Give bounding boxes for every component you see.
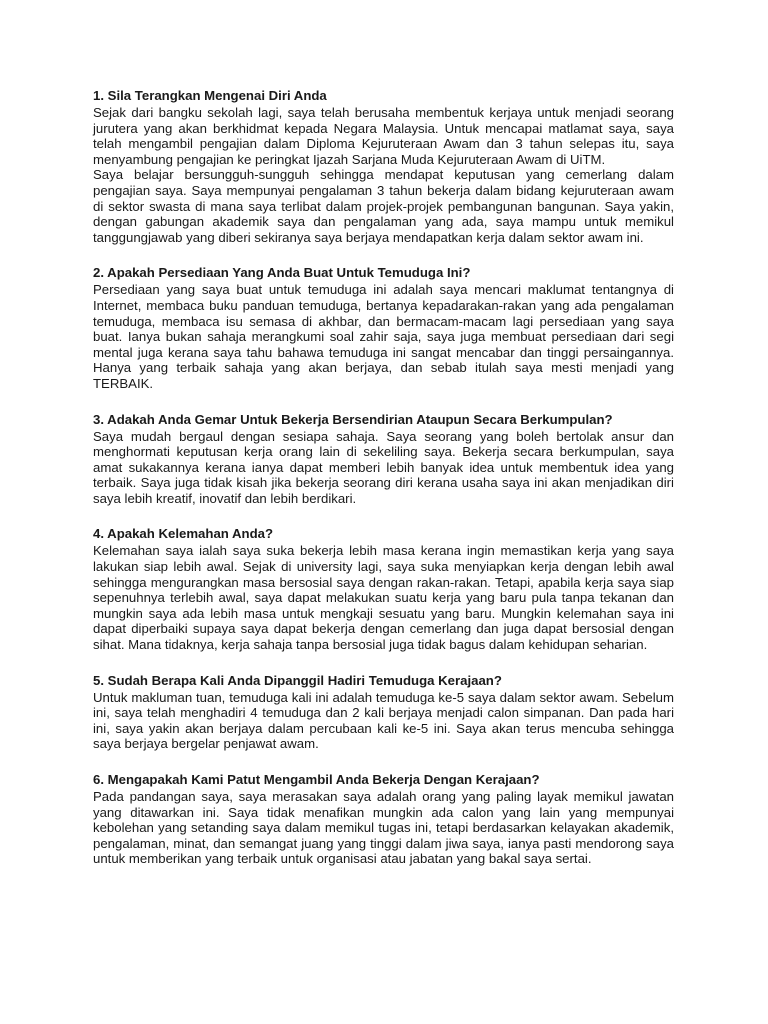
answer-paragraph: Saya belajar bersungguh-sungguh sehingga mendapat keputusan yang cemerlang dalam pengajian saya. Saya mempunyai pengalaman 3 tahun bekerja dalam bidang kejuruteraan awam di sektor swasta di mana saya terlibat dalam projek-projek pembangunan bangunan. Saya yakin, dengan gabungan akademik saya dan pengalaman yang ada, saya mampu untuk memikul tanggungjawab yang diberi sekiranya saya berjaya mendapatkan kerja dalam sektor awam ini. [93,167,674,245]
answer-paragraph: Untuk makluman tuan, temuduga kali ini adalah temuduga ke-5 saya dalam sektor awam. Sebelum ini, saya telah menghadiri 4 temuduga dan 2 kali berjaya menjadi calon simpanan. Dan pada hari ini, saya yakin akan berjaya dalam percubaan kali ke-5 ini. Saya akan terus mencuba sehingga saya berjaya bergelar penjawat awam. [93,689,674,752]
answer-paragraph: Pada pandangan saya, saya merasakan saya adalah orang yang paling layak memikul jawatan yang ditawarkan ini. Saya tidak menafikan mungkin ada calon yang lain yang mempunyai kebolehan yang setanding saya dalam memikul tugas ini, tetapi berdasarkan kelayakan akademik, pengalaman, minat, dan semangat juang yang tinggi dalam jiwa saya, ianya pasti mendorong saya untuk memberikan yang terbaik untuk organisasi atau jabatan yang bakal saya sertai. [93,789,674,867]
answer-paragraph: Kelemahan saya ialah saya suka bekerja lebih masa kerana ingin memastikan kerja yang saya lakukan siap lebih awal. Sejak di university lagi, saya suka menyiapkan kerja dengan lebih awal sehingga mengurangkan masa bersosial saya dengan rakan-rakan. Tetapi, apabila kerja saya siap sepenuhnya terlebih awal, saya dapat melakukan suatu kerja yang baru pula tanpa tekanan dan mungkin saya ada lebih masa untuk mengkaji sesuatu yang baru. Mungkin kelemahan saya ini dapat diperbaiki supaya saya dapat bekerja dengan cemerlang dan juga dapat bersosial dengan sihat. Mana tidaknya, kerja sahaja tanpa bersosial juga tidak bagus dalam kehidupan seharian. [93,543,674,653]
question-heading: 3. Adakah Anda Gemar Untuk Bekerja Bersendirian Ataupun Secara Berkumpulan? [93,411,613,427]
document-page [93,88,674,867]
answer-paragraph: Persediaan yang saya buat untuk temuduga ini adalah saya mencari maklumat tentangnya di Internet, membaca buku panduan temuduga, bertanya kepadarakan-rakan yang ada pengalaman temuduga, membaca isu semasa di akhbar, dan bermacam-macam lagi persediaan yang saya buat. Ianya bukan sahaja merangkumi soal zahir saja, saya juga membuat persediaan dari segi mental juga kerana saya tahu bahawa temuduga ini sangat mencabar dan tinggi persaingannya. Hanya yang terbaik sahaja yang akan berjaya, dan sebab itulah saya mesti menjadi yang TERBAIK. [93,282,674,391]
section-4 [93,526,674,652]
question-heading: 6. Mengapakah Kami Patut Mengambil Anda Bekerja Dengan Kerajaan? [93,772,540,787]
section-5 [93,673,674,752]
question-heading: 2. Apakah Persediaan Yang Anda Buat Untuk Temuduga Ini? [93,265,471,281]
section-2 [93,265,674,391]
section-3 [93,412,674,507]
question-heading: 5. Sudah Berapa Kali Anda Dipanggil Hadiri Temuduga Kerajaan? [93,672,502,688]
question-heading: 4. Apakah Kelemahan Anda? [93,526,274,542]
question-heading: 1. Sila Terangkan Mengenai Diri Anda [93,88,327,103]
section-1 [93,88,674,245]
answer-paragraph: Saya mudah bergaul dengan sesiapa sahaja. Saya seorang yang boleh bertolak ansur dan menghormati keputusan kerja orang lain di sekeliling saya. Bekerja secara berkumpulan, saya amat sukakannya kerana ianya dapat memberi lebih banyak idea untuk membentuk idea yang terbaik. Saya juga tidak kisah jika bekerja seorang diri kerana usaha saya ini akan menjadikan diri saya lebih kreatif, inovatif dan lebih berdikari. [93,428,674,506]
section-6 [93,772,674,867]
answer-paragraph: Sejak dari bangku sekolah lagi, saya telah berusaha membentuk kerjaya untuk menjadi seorang jurutera yang akan berkhidmat kepada Negara Malaysia. Untuk mencapai matlamat saya, saya telah mengambil pengajian dalam Diploma Kejuruteraan Awam dan 3 tahun selepas itu, saya menyambung pengajian ke peringkat Ijazah Sarjana Muda Kejuruteraan Awam di UiTM. [93,105,674,167]
